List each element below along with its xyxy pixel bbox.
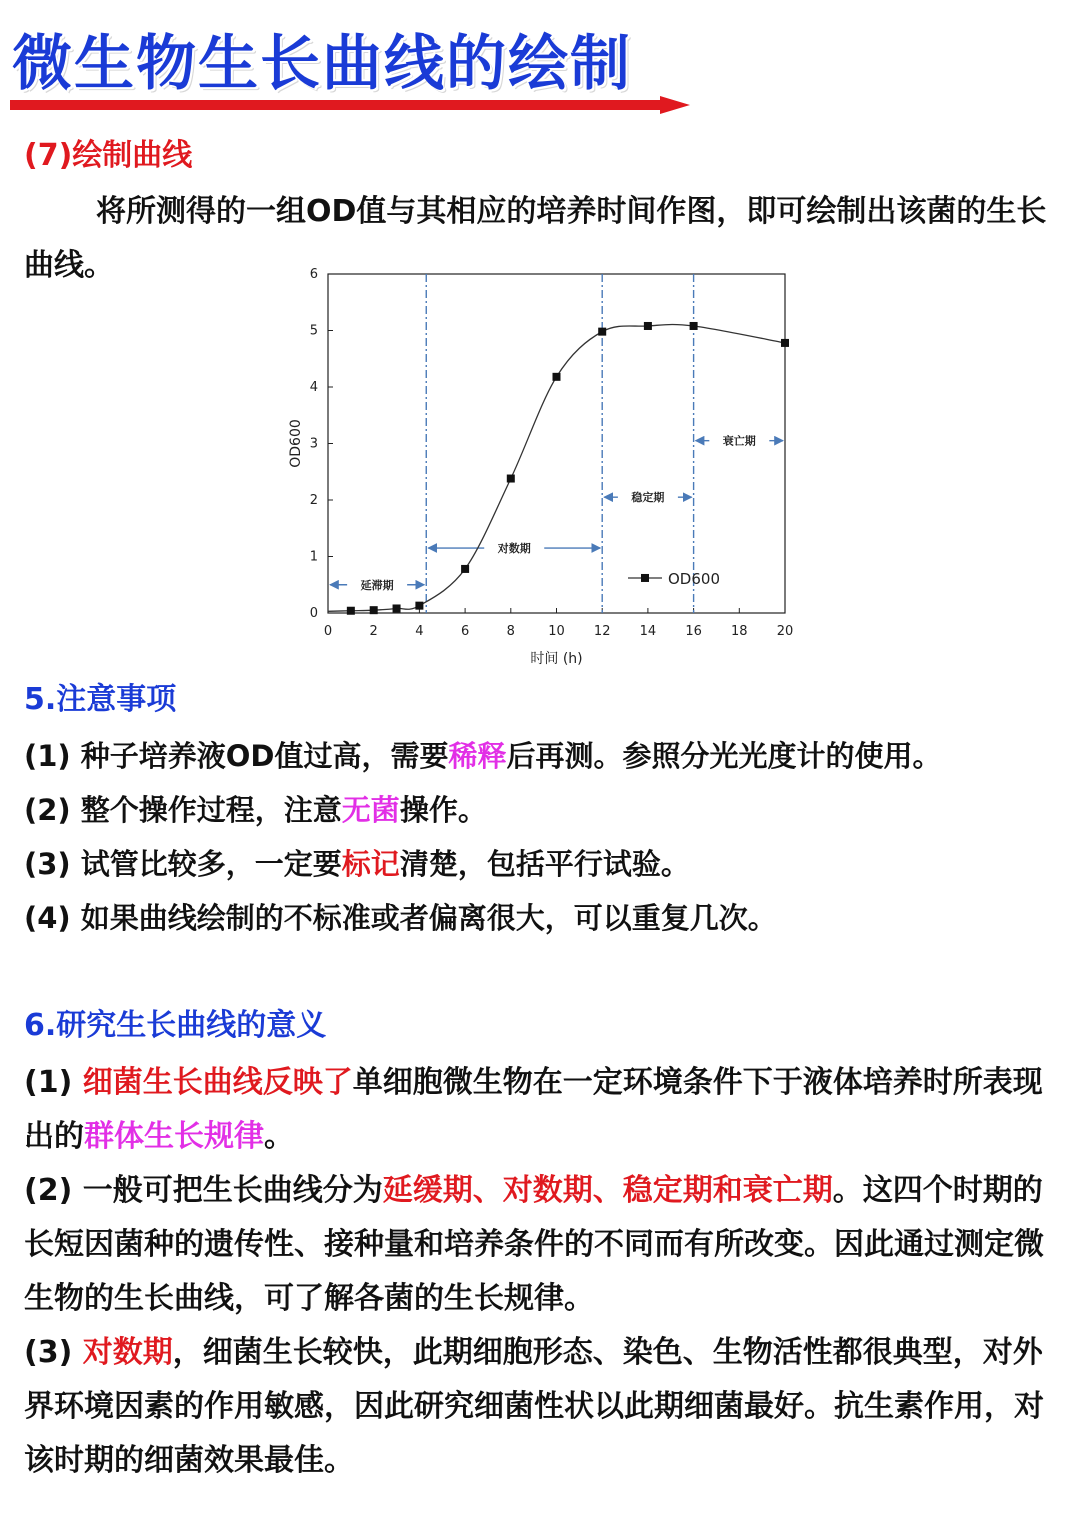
phase-label: 延滞期 bbox=[360, 578, 394, 592]
page-title: 微生物生长曲线的绘制 bbox=[12, 29, 632, 99]
note-item-1 bbox=[24, 734, 942, 778]
data-point bbox=[393, 604, 401, 612]
y-tick-label: 1 bbox=[309, 549, 318, 565]
significance-p1-prefix: (1) bbox=[24, 1065, 83, 1100]
y-tick-label: 6 bbox=[309, 267, 318, 282]
data-point bbox=[690, 322, 698, 330]
growth-curve-chart bbox=[270, 262, 810, 676]
note-item-3 bbox=[24, 842, 690, 886]
data-point bbox=[553, 373, 561, 381]
significance-p3-keyword: 对数期 bbox=[82, 1335, 173, 1370]
note-item-2-text-a: (2) 整个操作过程，注意 bbox=[24, 793, 342, 827]
title-underline bbox=[10, 96, 690, 114]
y-tick-label: 0 bbox=[309, 606, 318, 621]
phase-label: 稳定期 bbox=[631, 491, 665, 505]
note-item-2-keyword: 无菌 bbox=[341, 793, 400, 827]
note-item-4: (4) 如果曲线绘制的不标准或者偏离很大，可以重复几次。 bbox=[24, 901, 777, 935]
x-tick-label: 14 bbox=[639, 624, 657, 639]
section7-heading: (7)绘制曲线 bbox=[24, 138, 193, 173]
x-axis-label: 时间 (h) bbox=[530, 651, 583, 667]
data-point bbox=[461, 565, 469, 573]
x-tick-label: 18 bbox=[731, 624, 748, 639]
note-item-1-text-a: (1) 种子培养液OD值过高，需要 bbox=[24, 739, 449, 773]
note-item-1-keyword: 稀释 bbox=[448, 739, 507, 773]
y-tick-label: 2 bbox=[309, 493, 318, 508]
x-tick-label: 20 bbox=[776, 624, 794, 639]
data-point bbox=[507, 475, 515, 483]
note-item-2-text-c: 操作。 bbox=[399, 793, 487, 827]
section7-paragraph: 将所测得的一组OD值与其相应的培养时间作图，即可绘制出该菌的生长曲线。 bbox=[24, 194, 1047, 283]
x-tick-label: 0 bbox=[323, 624, 333, 639]
note-item-2 bbox=[24, 788, 487, 832]
chart-frame bbox=[328, 274, 785, 613]
x-tick-label: 2 bbox=[369, 624, 378, 639]
section5-heading: 5.注意事项 bbox=[24, 682, 177, 717]
significance-paragraph-1 bbox=[24, 1056, 1060, 1164]
significance-p2-text: 。这四个时期的长短因菌种的遗传性、接种量和培养条件的不同而有所改变。因此通过测定微生物的生长曲线，可了解各菌的生长规律。 bbox=[24, 1173, 1044, 1316]
legend-label: OD600 bbox=[668, 569, 720, 588]
legend-marker bbox=[641, 574, 649, 582]
data-point bbox=[370, 606, 378, 614]
section6-heading: 6.研究生长曲线的意义 bbox=[24, 1008, 327, 1043]
significance-p1-end: 。 bbox=[264, 1119, 294, 1154]
note-item-1-text-c: 后再测。参照分光光度计的使用。 bbox=[506, 739, 942, 773]
significance-paragraph-2 bbox=[24, 1164, 1060, 1326]
y-axis-label: OD600 bbox=[288, 419, 304, 468]
data-point bbox=[347, 607, 355, 615]
significance-p1-keyword: 细菌生长曲线反映了 bbox=[82, 1065, 353, 1100]
od600-series-line bbox=[328, 324, 785, 611]
significance-paragraph-3 bbox=[24, 1326, 1060, 1488]
note-item-3-keyword: 标记 bbox=[341, 847, 400, 881]
significance-p2-keyword: 延缓期、对数期、稳定期和衰亡期 bbox=[382, 1173, 833, 1208]
x-tick-label: 16 bbox=[685, 624, 702, 639]
note-item-3-text-a: (3) 试管比较多，一定要 bbox=[24, 847, 342, 881]
significance-p3-text: ，细菌生长较快，此期细胞形态、染色、生物活性都很典型，对外界环境因素的作用敏感，因此研究细菌性状以此期细菌最好。抗生素作用，对该时期的细菌效果最佳。 bbox=[24, 1335, 1044, 1478]
significance-p1-text: 单细胞微生物在一定环境条件下于液体培养时所表现出的 bbox=[24, 1065, 1043, 1154]
x-tick-label: 10 bbox=[548, 624, 565, 639]
y-tick-label: 4 bbox=[309, 380, 318, 395]
x-tick-label: 4 bbox=[415, 624, 424, 639]
significance-p2-prefix: (2) 一般可把生长曲线分为 bbox=[24, 1173, 383, 1208]
data-point bbox=[415, 602, 423, 610]
data-point bbox=[644, 322, 652, 330]
x-tick-label: 6 bbox=[460, 624, 470, 639]
phase-label: 衰亡期 bbox=[722, 434, 756, 448]
y-tick-label: 5 bbox=[309, 323, 318, 339]
data-point bbox=[598, 328, 606, 336]
x-tick-label: 8 bbox=[506, 624, 515, 639]
note-item-3-text-c: 清楚，包括平行试验。 bbox=[399, 847, 690, 881]
significance-p3-prefix: (3) bbox=[24, 1335, 83, 1370]
x-tick-label: 12 bbox=[593, 624, 611, 639]
significance-p1-highlight: 群体生长规律 bbox=[84, 1119, 264, 1154]
phase-label: 对数期 bbox=[497, 542, 531, 556]
y-tick-label: 3 bbox=[309, 436, 318, 452]
data-point bbox=[781, 339, 789, 347]
